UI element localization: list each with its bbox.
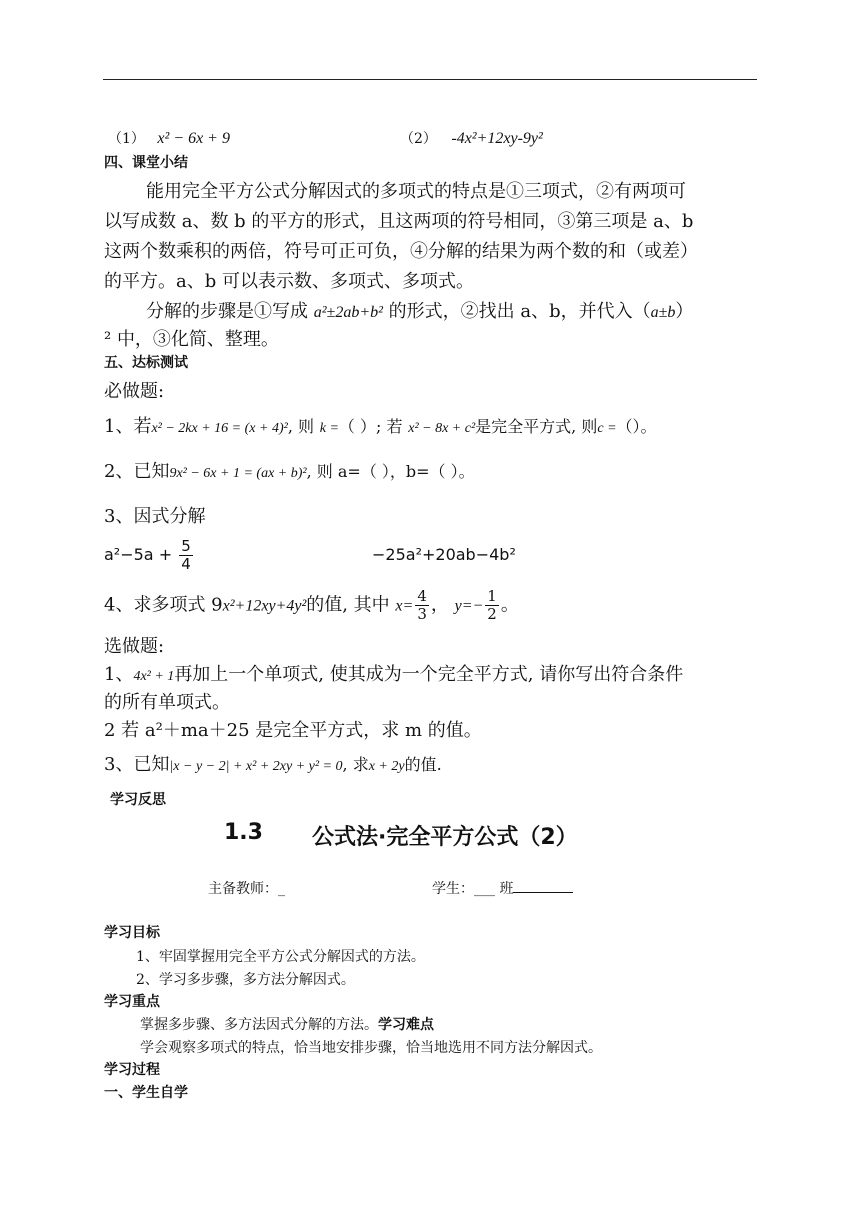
summary-steps-line-1 [146,297,693,323]
question-4 [104,588,519,623]
q1-math-3: x² − 8x + c² [408,421,476,436]
q4-x-num: 4 [417,587,427,605]
key-heading: 学习重点 [104,994,160,1010]
q4-text-b: 的值, 其中 [306,594,396,616]
question-1 [104,412,657,438]
q4-x-fraction [415,588,429,623]
o3-math-2: x + 2y [368,759,405,774]
q1-math-4: c = [597,421,617,436]
o3-text-c: 的值. [404,755,442,774]
difficult-heading: 学习难点 [378,1017,434,1033]
lesson-number: 1.3 [224,820,263,845]
q3-frac-den: 4 [181,555,191,573]
q1-text-c: （ ）; 若 [338,417,403,436]
steps-formula: a²±2ab+b² [313,304,383,321]
goals-heading: 学习目标 [104,925,160,941]
q1-text-e: （）。 [616,417,657,436]
o3-text-b: , 求 [342,755,369,774]
o3-text-a: 3、已知 [104,754,170,775]
q1-text-d: 是完全平方式, 则 [475,417,598,436]
self-study-heading: 一、学生自学 [104,1085,188,1101]
optional-label: 选做题: [104,636,165,657]
q2-math: 9x² − 6x + 1 = (ax + b)² [169,466,307,481]
process-heading: 学习过程 [104,1062,160,1078]
q3-expr1-text: a²−5a + [104,545,173,564]
goal-2: 2、学习多步骤，多方法分解因式。 [136,972,355,988]
student-label [432,878,573,898]
required-label: 必做题: [104,381,165,402]
steps-text-b: 的形式，②找出 a、b，并代入（ [388,301,651,322]
reflection-label: 学习反思 [110,792,166,808]
o1-text-a: 1、 [104,664,134,685]
q4-y-label: y=− [454,597,484,615]
problem-2 [400,128,543,148]
o1-math: 4x² + 1 [133,669,175,684]
optional-3 [104,750,442,776]
problem-1-label: （1） [108,131,145,147]
problem-1 [108,128,230,148]
class-blank [513,878,573,893]
key-line [140,1014,434,1034]
q1-math-1: x² − 2kx + 16 = (x + 4)² [151,421,288,436]
q3-frac-num: 5 [181,537,191,555]
summary-line-4: 的平方。a、b 可以表示数、多项式、多项式。 [104,271,474,292]
q4-y-fraction [485,588,499,623]
test-heading: 五、达标测试 [104,355,188,371]
o1-text-b: 再加上一个单项式, 使其成为一个完全平方式, 请你写出符合条件 [174,664,684,685]
header-rule [103,79,757,80]
question-3-expr-1 [104,538,195,573]
goal-1: 1、牢固掌握用完全平方公式分解因式的方法。 [136,949,425,965]
steps-text-c: ） [675,301,694,322]
o3-math: |x − y − 2| + x² + 2xy + y² = 0 [169,759,343,774]
q4-math: x²+12xy+4y² [222,597,307,615]
steps-formula-2: a±b [650,304,676,321]
student-label-text: 学生：___ 班 [432,881,514,897]
lesson-title: 公式法·完全平方公式（2） [312,825,578,850]
question-3: 3、因式分解 [104,506,206,527]
q4-y-num: 1 [487,587,497,605]
summary-steps-line-2: ² 中，③化简、整理。 [104,329,279,350]
q4-y-den: 2 [487,605,497,623]
summary-line-3: 这两个数乘积的两倍，符号可正可负，④分解的结果为两个数的和（或差） [104,241,698,262]
q4-end: 。 [500,594,519,616]
summary-heading: 四、课堂小结 [104,155,188,171]
problem-2-label: （2） [400,131,437,147]
q4-comma: ， [430,594,449,616]
q3-fraction [179,538,193,573]
q1-text-a: 1、若 [104,416,152,437]
q4-x-den: 3 [417,605,427,623]
question-2 [104,457,475,483]
question-3-expr-2: −25a²+20ab−4b² [372,545,516,564]
q1-math-2: k = [319,421,339,436]
optional-1-line-1 [104,660,683,686]
q4-text-a: 4、求多项式 9 [104,594,223,616]
steps-text-a: 分解的步骤是①写成 [146,301,308,322]
teacher-label: 主备教师：_ [208,881,285,897]
optional-2: 2 若 a²＋ma＋25 是完全平方式，求 m 的值。 [104,720,482,741]
optional-1-line-2: 的所有单项式。 [104,692,230,713]
difficult-text: 学会观察多项式的特点，恰当地安排步骤，恰当地选用不同方法分解因式。 [140,1040,602,1056]
key-text: 掌握多步骤、多方法因式分解的方法。 [140,1017,378,1033]
problem-1-expr: x² − 6x + 9 [157,130,230,147]
problem-2-expr: -4x²+12xy-9y² [451,130,543,147]
q4-x-label: x= [395,597,414,615]
q2-text-a: 2、已知 [104,461,170,482]
summary-line-1: 能用完全平方公式分解因式的多项式的特点是①三项式，②有两项可 [146,181,686,202]
q2-text-b: , 则 a=（ ），b=（ ）。 [306,462,475,481]
q1-text-b: , 则 [287,417,315,436]
summary-line-2: 以写成数 a、数 b 的平方的形式，且这两项的符号相同，③第三项是 a、b [104,211,694,232]
